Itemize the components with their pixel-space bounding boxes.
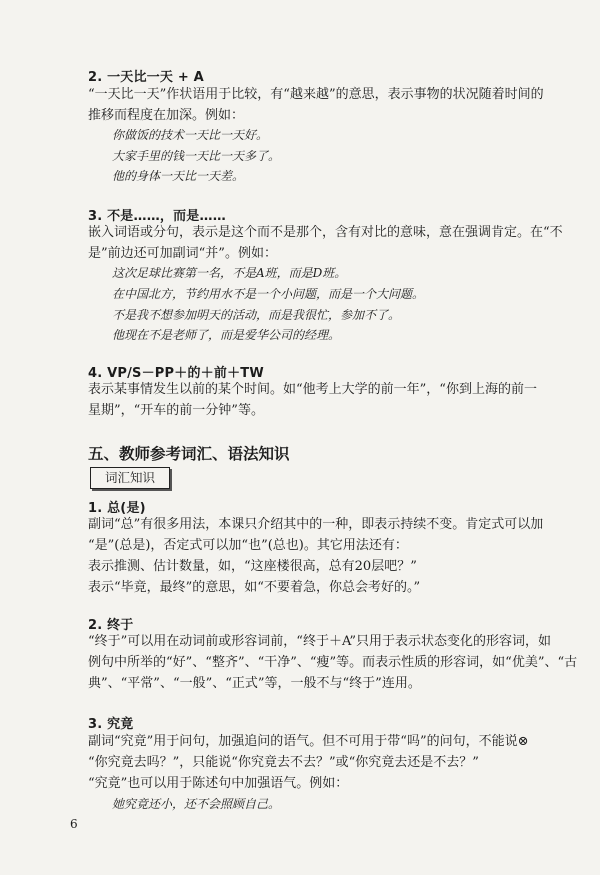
paragraph-line: 表示推测、估计数量，如，“这座楼很高，总有20层吧？” (88, 559, 417, 574)
grammar-heading-3: 3. 不是……，而是…… (88, 209, 226, 224)
example-sentence: 大家手里的钱一天比一天多了。 (112, 149, 281, 163)
example-sentence: 在中国北方，节约用水不是一个小问题，而是一个大问题。 (112, 287, 425, 301)
vocab-box-label: 词汇知识 (90, 467, 170, 489)
paragraph-line: 表示“毕竟，最终”的意思，如“不要着急，你总会考好的。” (88, 580, 421, 595)
paragraph-line: 星期”，“开车的前一分钟”等。 (88, 403, 264, 418)
vocab-heading-2: 2. 终于 (88, 618, 134, 633)
vocab-heading-3: 3. 究竟 (88, 717, 134, 732)
paragraph-line: 推移而程度在加深。例如： (88, 108, 245, 123)
paragraph-line: “你究竟去吗？”，只能说“你究竟去不去？”或“你究竟去还是不去？” (88, 755, 479, 770)
grammar-heading-2: 2. 一天比一天 + A (88, 70, 204, 85)
paragraph-line: 典”、“平常”、“一般”、“正式”等，一般不与“终于”连用。 (88, 676, 421, 691)
example-sentence: 不是我不想参加明天的活动，而是我很忙，参加不了。 (112, 308, 401, 322)
paragraph-line: “终于”可以用在动词前或形容词前，“终于＋A”只用于表示状态变化的形容词，如 (88, 634, 552, 649)
example-sentence: 他的身体一天比一天差。 (112, 169, 245, 183)
example-sentence: 她究竟还小，还不会照顾自己。 (112, 797, 281, 811)
page-number: 6 (70, 817, 78, 831)
paragraph-line: “一天比一天”作状语用于比较，有“越来越”的意思，表示事物的状况随着时间的 (88, 87, 544, 102)
paragraph-line: 是”前边还可加副词“并”。例如： (88, 246, 277, 261)
paragraph-line: 嵌入词语或分句，表示是这个而不是那个，含有对比的意味，意在强调肯定。在“不 (88, 225, 563, 240)
section-title: 五、教师参考词汇、语法知识 (88, 445, 290, 463)
vocab-heading-1: 1. 总(是) (88, 501, 146, 516)
paragraph-line: 副词“究竟”用于问句，加强追问的语气。但不可用于带“吗”的问句，不能说⊗ (88, 734, 529, 749)
example-sentence: 这次足球比赛第一名，不是A班，而是D班。 (112, 266, 347, 280)
paragraph-line: “究竟”也可以用于陈述句中加强语气。例如： (88, 776, 349, 791)
paragraph-line: 例句中所举的“好”、“整齐”、“干净”、“瘦”等。而表示性质的形容词，如“优美”、“古 (88, 655, 578, 670)
example-sentence: 你做饭的技术一天比一天好。 (112, 128, 269, 142)
example-sentence: 他现在不是老师了，而是爱华公司的经理。 (112, 328, 341, 342)
grammar-heading-4: 4. VP/S－PP＋的＋前＋TW (88, 366, 264, 381)
paragraph-line: 表示某事情发生以前的某个时间。如“他考上大学的前一年”，“你到上海的前一 (88, 382, 537, 397)
paragraph-line: “是”(总是)，否定式可以加“也”(总也)。其它用法还有： (88, 538, 408, 553)
paragraph-line: 副词“总”有很多用法，本课只介绍其中的一种，即表示持续不变。肯定式可以加 (88, 517, 544, 532)
